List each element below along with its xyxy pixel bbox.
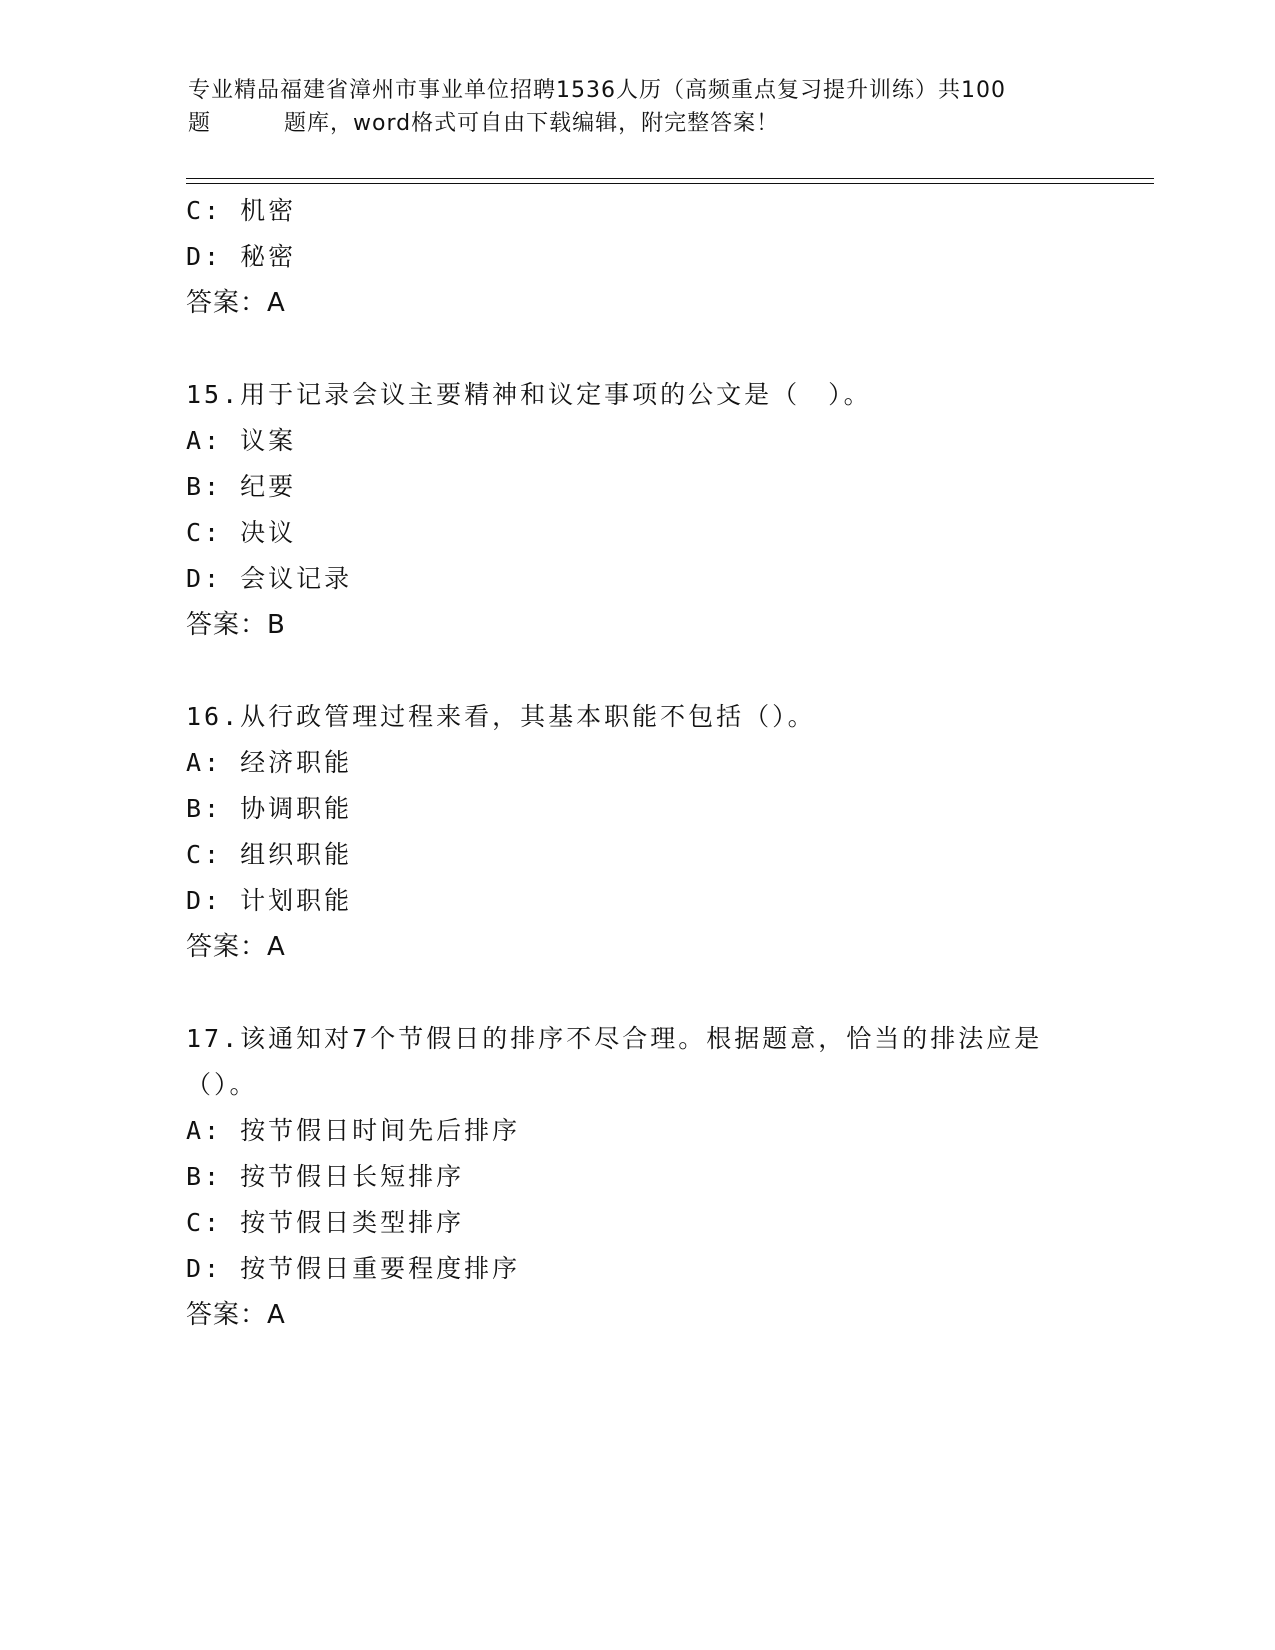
question-stem: 15.用于记录会议主要精神和议定事项的公文是（ ）。 <box>186 380 872 409</box>
answer: 答案：A <box>186 932 286 962</box>
spacer <box>186 970 1086 1016</box>
header-divider-top <box>186 178 1154 179</box>
option-c: C: 按节假日类型排序 <box>186 1208 465 1237</box>
option-b: B: 协调职能 <box>186 794 353 823</box>
header-title-line-2 <box>188 107 1088 140</box>
option-d: D: 按节假日重要程度排序 <box>186 1254 521 1283</box>
option-c: C: 组织职能 <box>186 840 353 869</box>
option-d: D: 秘密 <box>186 242 297 271</box>
answer: 答案：A <box>186 288 286 318</box>
question-stem: 16.从行政管理过程来看，其基本职能不包括（）。 <box>186 702 816 731</box>
header-title-lead: 题 <box>188 111 212 136</box>
question-16 <box>186 694 1086 970</box>
spacer <box>186 648 1086 694</box>
option-a: A: 按节假日时间先后排序 <box>186 1116 521 1145</box>
question-stem-line-1: 17.该通知对7个节假日的排序不尽合理。根据题意，恰当的排法应是 <box>186 1024 1043 1053</box>
option-d: D: 会议记录 <box>186 564 353 593</box>
option-d: D: 计划职能 <box>186 886 353 915</box>
header-title-line-1: 专业精品福建省漳州市事业单位招聘1536人历（高频重点复习提升训练）共100 <box>188 78 1006 103</box>
option-c: C: 决议 <box>186 518 297 547</box>
option-b: B: 纪要 <box>186 472 297 501</box>
spacer <box>186 326 1086 372</box>
header-title-rest: 题库，word格式可自由下载编辑，附完整答案！ <box>284 111 780 136</box>
option-a: A: 议案 <box>186 426 297 455</box>
question-15 <box>186 372 1086 648</box>
question-14-continued <box>186 188 1086 326</box>
document-header <box>188 74 1088 140</box>
option-a: A: 经济职能 <box>186 748 353 777</box>
answer: 答案：B <box>186 610 286 640</box>
answer: 答案：A <box>186 1300 286 1330</box>
option-b: B: 按节假日长短排序 <box>186 1162 465 1191</box>
question-17 <box>186 1016 1086 1338</box>
header-divider-bottom <box>186 183 1154 184</box>
option-c: C: 机密 <box>186 196 297 225</box>
question-list <box>186 188 1086 1338</box>
question-stem-line-2: （）。 <box>186 1070 258 1099</box>
